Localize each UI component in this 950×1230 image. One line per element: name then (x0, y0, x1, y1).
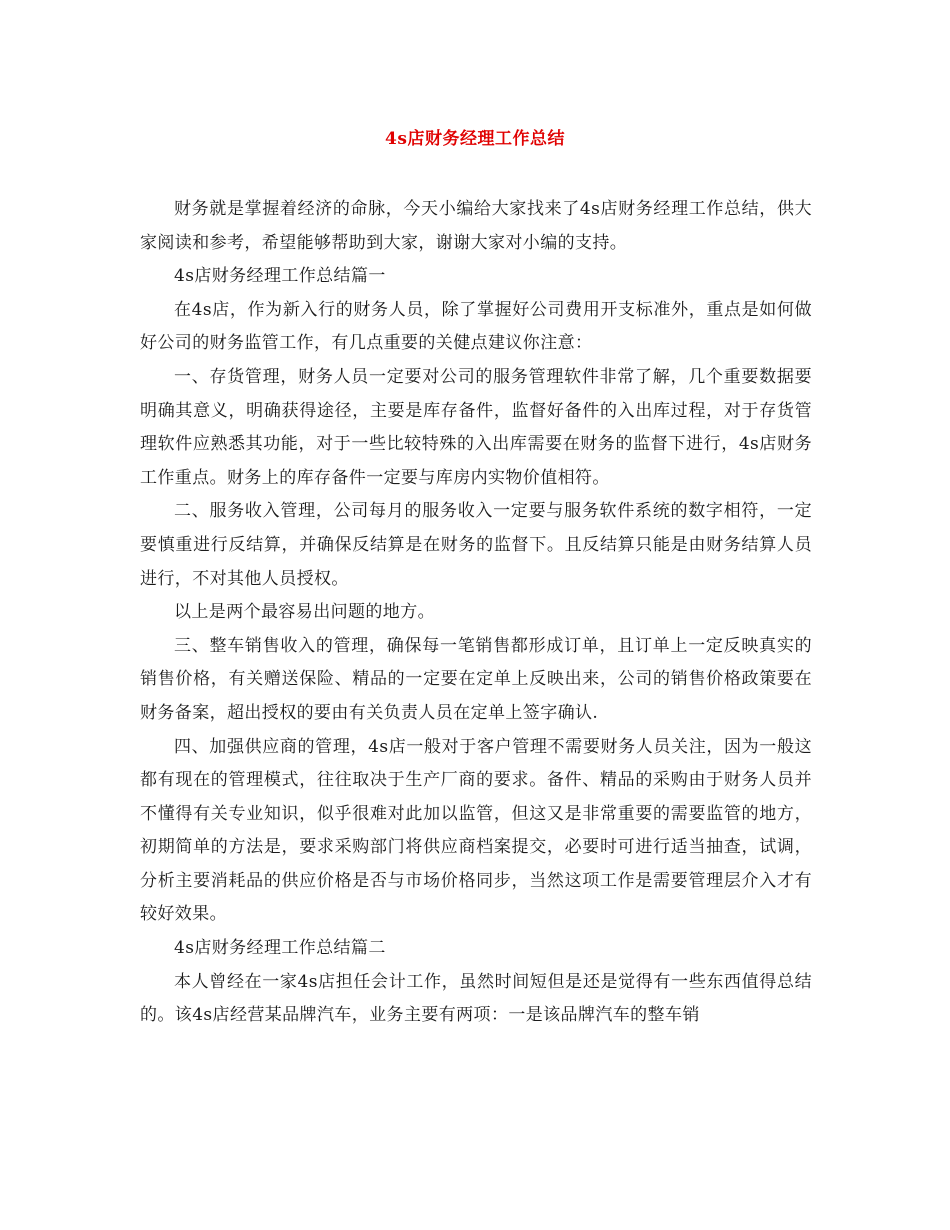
document-title: 4s店财务经理工作总结 (385, 129, 565, 149)
document-body (140, 193, 812, 1033)
paragraph-suppliers: 四、加强供应商的管理，4s店一般对于客户管理不需要财务人员关注，因为一般这都有现在的管理模式，往往取决于生产厂商的要求。备件、精品的采购由于财务人员并不懂得有关专业知识，似乎很难对此加以监管，但这又是非常重要的需要监管的地方，初期简单的方法是，要求采购部门将供应商档案提交，必要时可进行适当抽查，试调，分析主要消耗品的供应价格是否与市场价格同步，当然这项工作是需要管理层介入才有较好效果。 (140, 736, 812, 925)
section-heading-part-one: 4s店财务经理工作总结篇一 (174, 266, 386, 287)
paragraph-intro: 财务就是掌握着经济的命脉，今天小编给大家找来了4s店财务经理工作总结，供大家阅读和参考，希望能够帮助到大家，谢谢大家对小编的支持。 (140, 199, 812, 253)
paragraph-service-income: 二、服务收入管理，公司每月的服务收入一定要与服务软件系统的数字相符，一定要慎重进行反结算，并确保反结算是在财务的监督下。且反结算只能是由财务结算人员进行，不对其他人员授权。 (140, 501, 812, 589)
paragraph-vehicle-sales: 三、整车销售收入的管理，确保每一笔销售都形成订单，且订单上一定反映真实的销售价格，有关赠送保险、精品的一定要在定单上反映出来，公司的销售价格政策要在财务备案，超出授权的要由有关负责人员在定单上签字确认. (140, 635, 812, 723)
section-heading-part-two: 4s店财务经理工作总结篇二 (174, 938, 386, 959)
paragraph-inventory: 一、存货管理，财务人员一定要对公司的服务管理软件非常了解，几个重要数据要明确其意义，明确获得途径，主要是库存备件，监督好备件的入出库过程，对于存货管理软件应熟悉其功能，对于一些比较特殊的入出库需要在财务的监督下进行，4s店财务工作重点。财务上的库存备件一定要与库房内实物价值相符。 (140, 366, 812, 488)
paragraph: 以上是两个最容易出问题的地方。 (174, 602, 435, 623)
paragraph: 在4s店，作为新入行的财务人员，除了掌握好公司费用开支标准外，重点是如何做好公司的财务监管工作，有几点重要的关健点建议你注意： (140, 299, 812, 354)
paragraph: 本人曾经在一家4s店担任会计工作，虽然时间短但是还是觉得有一些东西值得总结的。该4s店经营某品牌汽车，业务主要有两项：一是该品牌汽车的整车销 (140, 971, 812, 1026)
